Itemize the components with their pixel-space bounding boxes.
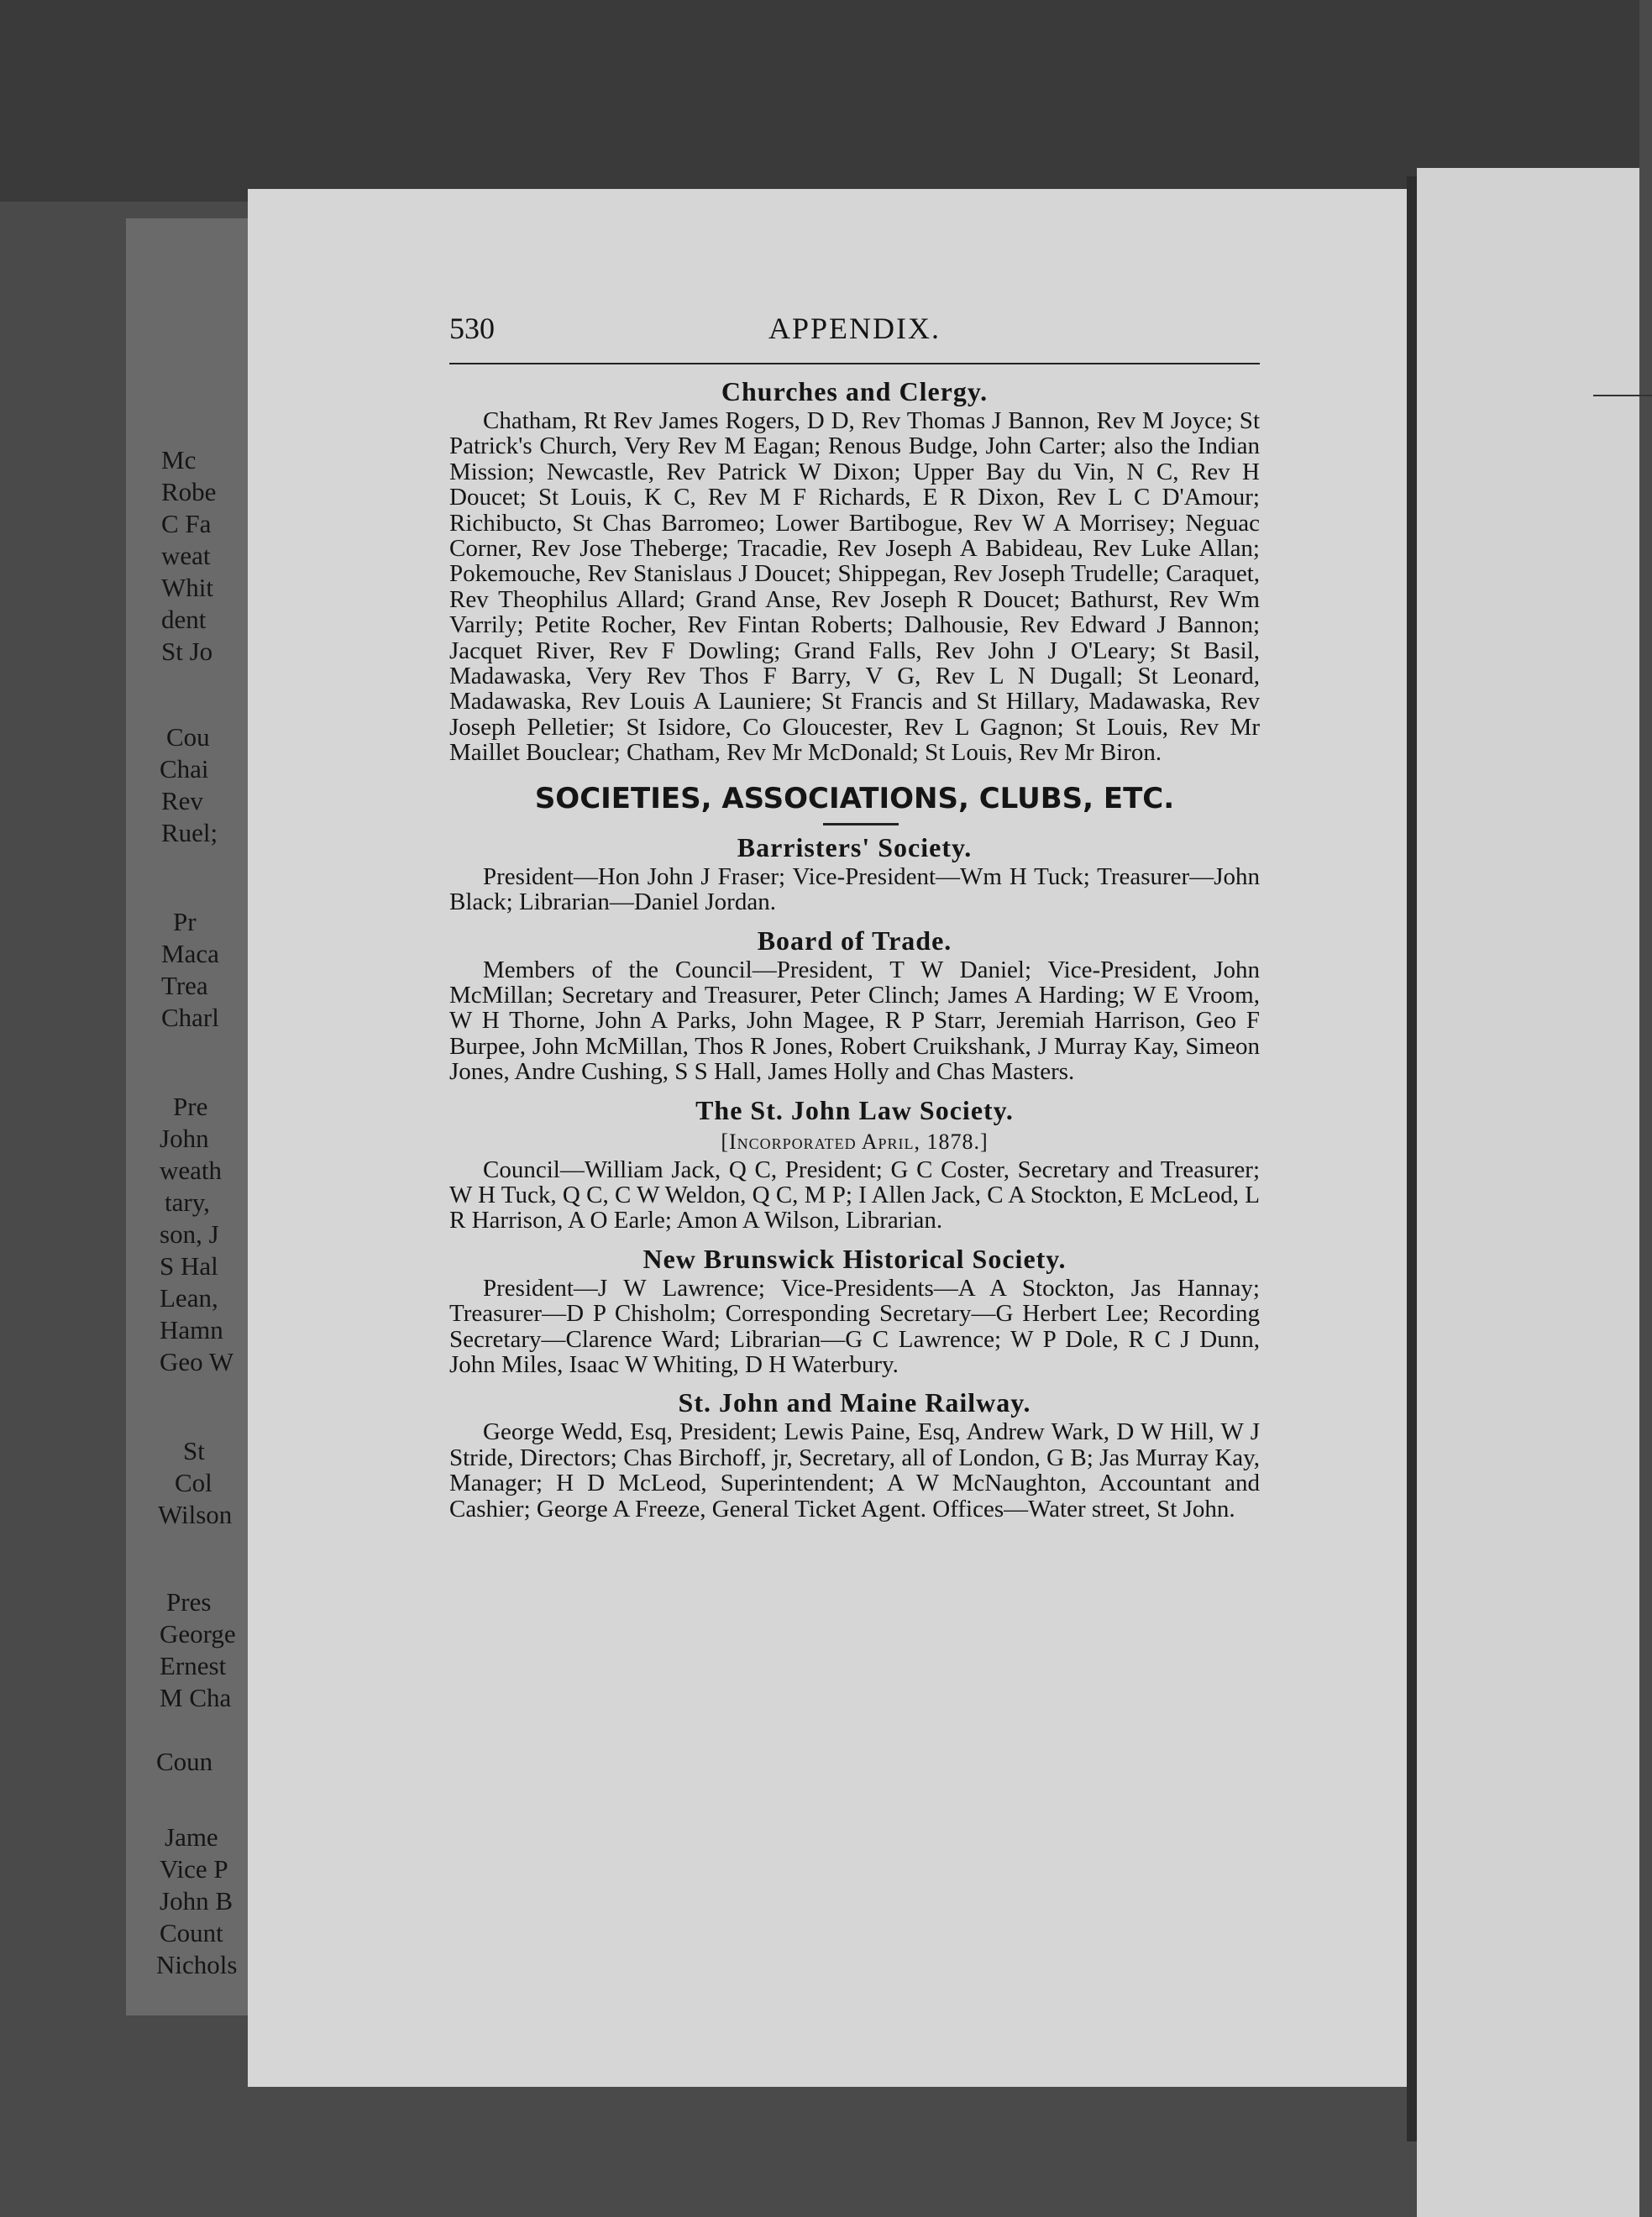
right-page-line: Mc [161, 445, 197, 474]
right-page-line: Count [160, 1918, 223, 1947]
section-heading-churches: Churches and Clergy. [721, 376, 989, 406]
right-page-line: St Jo [161, 637, 213, 666]
societies-heading: SOCIETIES, ASSOCIATIONS, CLUBS, ETC. [534, 781, 1175, 815]
right-page-line: Jame [165, 1822, 218, 1852]
right-page-line: weat [161, 541, 211, 570]
right-page-line: Col [175, 1468, 212, 1497]
right-page-line: Chai [160, 754, 209, 784]
right-page-line: Coun [156, 1747, 213, 1776]
right-page-line: son, J [160, 1219, 219, 1249]
section-text-board-of-trade: Members of the Council—President, T W Daniel; Vice-President, John McMillan; Secretary and Treasurer, Peter Clinch; James A Harding; W E Vroom, W H Thorne, John A Parks, John Magee, R P Starr, Jeremiah Harrison, Geo F Burpee, John McMillan, Thos R Jones, Robert Cruikshank, J Murray Kay, Simeon Jones, Andre Cushing, S S Hall, James Holly and Chas Masters. [449, 956, 1260, 1086]
right-page-line: M Cha [160, 1683, 232, 1712]
right-page-line: Ruel; [161, 818, 218, 847]
right-page-line: Rev [161, 786, 203, 815]
section-heading-railway: St. John and Maine Railway. [678, 1387, 1031, 1418]
right-page-line: Nichols [156, 1950, 238, 1979]
section-text-barristers: President—Hon John J Fraser; Vice-President—Wm H Tuck; Treasurer—John Black; Librarian—Daniel Jordan. [449, 862, 1260, 916]
right-page-line: Pres [166, 1587, 212, 1617]
right-page-line: Pre [173, 1092, 208, 1121]
right-page-line: C Fa [161, 509, 212, 538]
right-page-line: Robe [161, 477, 217, 506]
right-page-line: George [160, 1619, 236, 1648]
section-text-churches: Chatham, Rt Rev James Rogers, D D, Rev Thomas J Bannon, Rev M Joyce; St Patrick's Church, Very Rev M Eagan; Renous Budge, John Carter; also the Indian Mission; Newcastle, Rev Patrick W Dixon; Upper Bay du Vin, N C, Rev H Doucet; St Louis, K C, Rev M F Richards, E R Dixon, Rev L C D'Amour; Richibucto, St Chas Barromeo; Lower Bartibogue, Rev W A Morrisey; Neguac Corner, Rev Jose Theberge; Tracadie, Rev Joseph A Babideau, Rev Luke Allan; Pokemouche, Rev Stanislaus J Doucet; Shippegan, Rev Joseph Trudelle; Caraquet, Rev Theophilus Allard; Grand Anse, Rev Joseph R Doucet; Bathurst, Rev Wm Varrily; Petite Rocher, Rev Fintan Roberts; Dalhousie, Rev Edward J Bannon; Jacquet River, Rev F Dowling; Grand Falls, Rev John J O'Leary; St Basil, Madawaska, Very Rev Thos F Barry, V G, Rev L N Dugall; St Leonard, Madawaska, Rev Louis A Launiere; St Francis and St Hillary, Madawaska, Rev Joseph Pelletier; St Isidore, Co Gloucester, Rev L Gagnon; St Louis, Rev Mr Maillet Bouclear; Chatham, Rev Mr McDonald; St Louis, Rev Mr Biron. [449, 407, 1260, 767]
right-page-line: Ernest [160, 1651, 227, 1680]
header-rule [449, 363, 1260, 364]
section-text-railway: George Wedd, Esq, President; Lewis Paine, Esq, Andrew Wark, D W Hill, W J Stride, Directors; Chas Birchoff, jr, Secretary, all of London, G B; Jas Murray Kay, Manager; H D McLeod, Superintendent; A W McNaughton, Accountant and Cashier; George A Freeze, General Ticket Agent. Offices—Water street, St John. [449, 1418, 1260, 1523]
section-heading-barristers: Barristers' Society. [737, 831, 973, 862]
section-subheading-law-society: [Incorporated April, 1878.] [721, 1129, 989, 1154]
right-page-line: Wilson [158, 1500, 233, 1529]
right-page-line: Hamn [160, 1315, 223, 1344]
right-page-line: Geo W [160, 1347, 234, 1376]
right-page-line: Lean, [160, 1283, 218, 1313]
running-header [449, 311, 1272, 359]
page-number: 530 [449, 312, 495, 345]
right-page-line: Charl [161, 1003, 219, 1032]
heading-rule [823, 823, 899, 825]
section-heading-board-of-trade: Board of Trade. [757, 925, 952, 956]
section-heading-historical-society: New Brunswick Historical Society. [642, 1243, 1067, 1274]
page-gutter [1407, 176, 1417, 2141]
section-heading-law-society: The St. John Law Society. [695, 1094, 1014, 1125]
right-page-line: Maca [161, 939, 219, 968]
right-page-line: St [183, 1436, 205, 1465]
right-page-line: Pr [173, 907, 197, 936]
section-text-historical-society: President—J W Lawrence; Vice-Presidents—A A Stockton, Jas Hannay; Treasurer—D P Chisholm; Corresponding Secretary—G Herbert Lee; Recording Secretary—Clarence Ward; Librarian—G C Lawrence; W P Dole, R C J Dunn, John Miles, Isaac W Whiting, D H Waterbury. [449, 1274, 1260, 1378]
right-page-line: weath [160, 1156, 223, 1185]
right-page-line: dent [161, 605, 207, 634]
right-page-line: Cou [166, 722, 210, 752]
page-content [449, 311, 1272, 1530]
right-page-line: John B [160, 1886, 233, 1916]
section-text-law-society: Council—William Jack, Q C, President; G C Coster, Secretary and Treasurer; W H Tuck, Q C, C W Weldon, Q C, M P; I Allen Jack, C A Stockton, E McLeod, L R Harrison, A O Earle; Amon A Wilson, Librarian. [449, 1156, 1260, 1234]
right-page-line: Vice P [160, 1854, 228, 1884]
right-page-line: Whit [161, 573, 213, 602]
right-page-rule [1593, 395, 1652, 396]
right-page-line: Trea [161, 971, 208, 1000]
background-top [0, 0, 1639, 202]
right-page-line: John [160, 1124, 209, 1153]
right-page-line: tary, [165, 1187, 210, 1217]
page-title: APPENDIX. [768, 312, 941, 345]
right-page-line: S Hal [160, 1251, 218, 1281]
